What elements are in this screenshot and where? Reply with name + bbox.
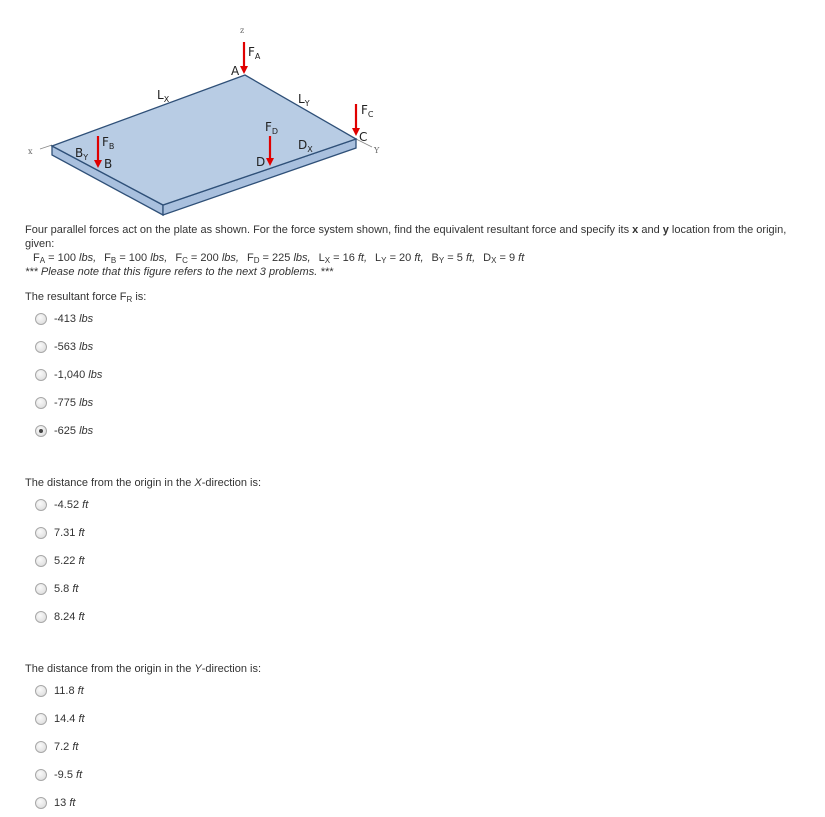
- lx-label: $L_X$: [157, 88, 170, 104]
- ly-label: $L_Y$: [298, 92, 310, 108]
- force-d-label: $F_D$: [265, 120, 279, 136]
- option-unit: lbs: [88, 369, 103, 381]
- given-subscript: A: [39, 256, 46, 265]
- given-value: [483, 252, 524, 264]
- option-unit: ft: [72, 583, 79, 595]
- given-number: = 16: [333, 252, 355, 264]
- radio-button[interactable]: [35, 425, 47, 437]
- answer-option[interactable]: [35, 491, 261, 519]
- point-d-label: D: [256, 155, 266, 169]
- option-value: -625: [54, 425, 77, 437]
- question-title: The distance from the origin in the Y-direction is:: [25, 663, 262, 675]
- radio-button[interactable]: [35, 527, 47, 539]
- given-subscript: B: [110, 256, 117, 265]
- answer-option[interactable]: [35, 547, 261, 575]
- option-unit: lbs: [79, 425, 94, 437]
- answer-option[interactable]: [35, 417, 146, 445]
- question-title: The distance from the origin in the X-direction is:: [25, 477, 262, 489]
- radio-button[interactable]: [35, 583, 47, 595]
- given-symbol: F: [104, 252, 111, 264]
- option-value: -413: [54, 313, 77, 325]
- option-value: 5.8: [54, 583, 70, 595]
- given-number: = 9: [499, 252, 516, 264]
- point-b-label: B: [104, 157, 113, 171]
- given-number: = 200: [190, 252, 219, 264]
- answer-option[interactable]: [35, 519, 261, 547]
- problem-statement: [25, 223, 815, 279]
- option-value: -775: [54, 397, 77, 409]
- option-unit: ft: [78, 713, 85, 725]
- question-resultant-force: [25, 290, 146, 445]
- given-number: = 20: [389, 252, 412, 264]
- option-unit: ft: [76, 769, 83, 781]
- figure-note: *** Please note that this figure refers to the next 3 problems. ***: [25, 266, 334, 278]
- given-symbol: D: [483, 252, 492, 264]
- given-number: = 5: [447, 252, 463, 264]
- given-unit: ft: [518, 252, 525, 264]
- answer-options: [25, 491, 261, 631]
- option-unit: ft: [78, 555, 85, 567]
- answer-option[interactable]: [35, 705, 261, 733]
- answer-option[interactable]: [35, 305, 146, 333]
- given-number: = 100: [119, 252, 148, 264]
- option-value: 7.2: [54, 741, 70, 753]
- answer-option[interactable]: [35, 575, 261, 603]
- force-c-label: $F_C$: [361, 103, 374, 119]
- given-values: [25, 251, 815, 265]
- point-a-label: A: [231, 64, 240, 78]
- radio-button[interactable]: [35, 369, 47, 381]
- given-number: = 100: [48, 252, 76, 264]
- radio-button[interactable]: [35, 769, 47, 781]
- answer-option[interactable]: [35, 733, 261, 761]
- option-value: 14.4: [54, 713, 76, 725]
- given-value: [375, 252, 423, 264]
- answer-option[interactable]: [35, 603, 261, 631]
- radio-button[interactable]: [35, 555, 47, 567]
- option-unit: ft: [77, 685, 84, 697]
- answer-options: [25, 305, 146, 445]
- option-value: -563: [54, 341, 77, 353]
- question-y-distance: [25, 662, 261, 817]
- option-unit: ft: [69, 797, 76, 809]
- radio-button[interactable]: [35, 741, 47, 753]
- given-value: [247, 252, 311, 264]
- radio-button[interactable]: [35, 397, 47, 409]
- given-subscript: X: [324, 256, 331, 265]
- option-value: 8.24: [54, 611, 76, 623]
- given-subscript: D: [253, 256, 260, 265]
- plate-diagram: [0, 0, 420, 220]
- given-value: [175, 252, 239, 264]
- answer-options: [25, 677, 261, 817]
- option-value: 13: [54, 797, 67, 809]
- force-a-arrow: [240, 42, 248, 74]
- answer-option[interactable]: [35, 677, 261, 705]
- x-axis-label: x: [28, 147, 33, 156]
- answer-option[interactable]: [35, 789, 261, 817]
- option-unit: ft: [78, 527, 85, 539]
- radio-button[interactable]: [35, 499, 47, 511]
- given-unit: lbs,: [221, 252, 239, 264]
- given-subscript: X: [491, 256, 497, 265]
- radio-button[interactable]: [35, 685, 47, 697]
- point-c-label: C: [359, 130, 368, 144]
- option-unit: lbs: [79, 341, 94, 353]
- given-subscript: Y: [438, 256, 445, 265]
- option-value: -4.52: [54, 499, 80, 511]
- force-b-label: $F_B$: [102, 135, 115, 151]
- given-value: [432, 252, 476, 264]
- answer-option[interactable]: [35, 333, 146, 361]
- option-unit: lbs: [79, 313, 94, 325]
- option-value: 11.8: [54, 685, 75, 697]
- radio-button[interactable]: [35, 341, 47, 353]
- given-unit: lbs,: [79, 252, 97, 264]
- by-label: $B_Y$: [75, 146, 89, 162]
- given-symbol: F: [33, 252, 40, 264]
- option-value: 5.22: [54, 555, 76, 567]
- option-unit: lbs: [79, 397, 94, 409]
- option-unit: ft: [82, 499, 89, 511]
- option-value: 7.31: [54, 527, 76, 539]
- x-axis-line: [40, 145, 52, 149]
- radio-button[interactable]: [35, 797, 47, 809]
- given-unit: ft,: [465, 252, 476, 264]
- answer-option[interactable]: [35, 761, 261, 789]
- given-number: = 225: [262, 252, 291, 264]
- given-unit: lbs,: [150, 252, 168, 264]
- question-x-distance: [25, 476, 261, 631]
- answer-option[interactable]: [35, 389, 146, 417]
- z-axis-label: z: [240, 26, 245, 35]
- dx-label: $D_X$: [298, 138, 313, 154]
- given-subscript: C: [182, 256, 188, 265]
- option-value: -1,040: [54, 369, 86, 381]
- radio-button[interactable]: [35, 713, 47, 725]
- option-value: -9.5: [54, 769, 73, 781]
- radio-button[interactable]: [35, 313, 47, 325]
- option-unit: ft: [78, 611, 85, 623]
- question-title: The resultant force $F_R$ is:: [25, 291, 147, 304]
- given-unit: lbs,: [293, 252, 311, 264]
- given-symbol: L: [318, 252, 325, 264]
- given-value: [104, 252, 167, 264]
- given-symbol: F: [175, 252, 183, 264]
- given-subscript: Y: [381, 256, 387, 265]
- force-a-label: $F_A$: [248, 45, 261, 61]
- answer-option[interactable]: [35, 361, 146, 389]
- given-symbol: L: [375, 252, 382, 264]
- given-value: [33, 252, 96, 264]
- given-unit: ft,: [357, 252, 368, 264]
- given-symbol: F: [246, 252, 254, 264]
- option-unit: ft: [72, 741, 79, 753]
- given-unit: ft,: [414, 252, 424, 264]
- given-value: [319, 252, 367, 264]
- radio-button[interactable]: [35, 611, 47, 623]
- problem-text: Four parallel forces act on the plate as shown. For the force system shown, find the equivalent resultant force and specify its x and y location from the origin, given:: [25, 224, 787, 250]
- y-axis-label: Y: [374, 146, 380, 155]
- given-symbol: B: [431, 252, 439, 264]
